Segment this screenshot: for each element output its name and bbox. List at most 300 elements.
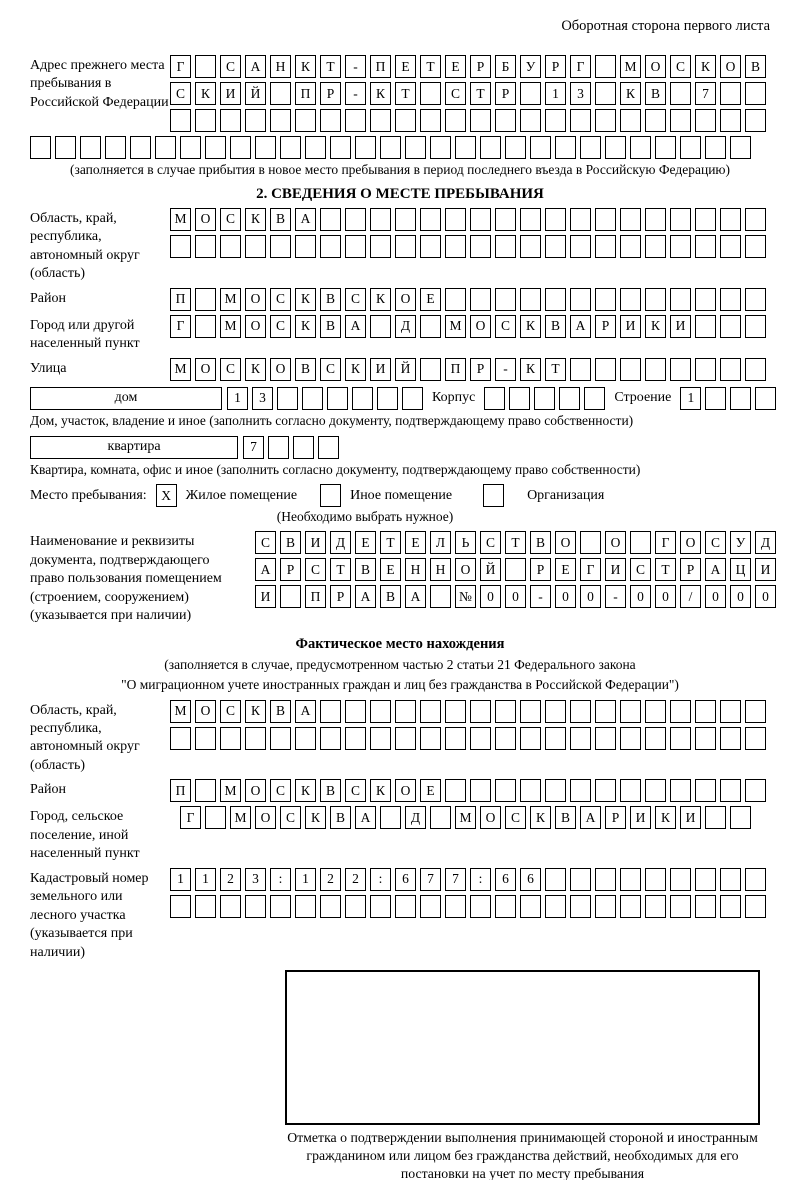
char-box	[430, 806, 451, 829]
char-box: А	[570, 315, 591, 338]
char-box: К	[370, 82, 391, 105]
char-box	[280, 136, 301, 159]
prev-address-rows	[170, 55, 766, 132]
char-box	[695, 208, 716, 231]
char-box: Б	[495, 55, 516, 78]
char-box-row	[170, 358, 766, 381]
char-box: О	[395, 288, 416, 311]
actual-region-label: Область, край, республика, автономный округ (область)	[30, 702, 140, 773]
char-box	[355, 136, 376, 159]
char-box	[745, 288, 766, 311]
actual-settlement-block	[30, 806, 770, 863]
char-box	[730, 136, 751, 159]
char-box-row	[255, 558, 776, 581]
char-box	[559, 387, 580, 410]
char-box	[645, 208, 666, 231]
char-box	[270, 235, 291, 258]
char-box	[370, 315, 391, 338]
stay-type-caption: (Необходимо выбрать нужное)	[276, 509, 454, 525]
char-box	[470, 700, 491, 723]
char-box: В	[530, 531, 551, 554]
char-box	[520, 700, 541, 723]
char-box: С	[445, 82, 466, 105]
char-box	[695, 727, 716, 750]
char-box	[570, 208, 591, 231]
char-box: У	[730, 531, 751, 554]
char-box	[670, 895, 691, 918]
char-box	[595, 700, 616, 723]
char-box	[484, 387, 505, 410]
char-box	[495, 208, 516, 231]
char-box	[280, 585, 301, 608]
char-box: 0	[580, 585, 601, 608]
char-box	[580, 136, 601, 159]
char-box: :	[270, 868, 291, 891]
char-box	[380, 806, 401, 829]
stay-type-label: Место пребывания:	[30, 487, 147, 503]
char-box: У	[520, 55, 541, 78]
actual-location-caption-2: "О миграционном учете иностранных граждан и лиц без гражданства в Российской Федерации")	[121, 676, 679, 692]
char-box: 0	[480, 585, 501, 608]
char-box	[705, 806, 726, 829]
char-box	[295, 235, 316, 258]
char-box	[670, 109, 691, 132]
char-box: Е	[555, 558, 576, 581]
char-box: С	[220, 208, 241, 231]
char-box	[545, 700, 566, 723]
char-box	[720, 235, 741, 258]
char-box: М	[220, 315, 241, 338]
char-box: Р	[470, 358, 491, 381]
char-box	[670, 700, 691, 723]
char-box	[670, 208, 691, 231]
char-box: А	[295, 208, 316, 231]
char-box: К	[195, 82, 216, 105]
char-box	[320, 235, 341, 258]
char-box	[302, 387, 323, 410]
char-box: Д	[395, 315, 416, 338]
char-box: 6	[495, 868, 516, 891]
char-box	[670, 779, 691, 802]
char-box	[195, 895, 216, 918]
char-box	[645, 868, 666, 891]
char-box: /	[680, 585, 701, 608]
char-box	[420, 895, 441, 918]
char-box	[695, 868, 716, 891]
char-box	[645, 895, 666, 918]
char-box	[555, 136, 576, 159]
char-box	[195, 315, 216, 338]
char-box	[570, 700, 591, 723]
char-box	[720, 779, 741, 802]
char-box	[445, 727, 466, 750]
char-box: И	[755, 558, 776, 581]
char-box	[745, 235, 766, 258]
char-box	[745, 868, 766, 891]
char-box	[620, 109, 641, 132]
prev-address-label: Адрес прежнего места пребывания в Российской Федерации	[30, 58, 169, 110]
char-box: 7	[243, 436, 264, 459]
char-box: Т	[330, 558, 351, 581]
char-box: М	[220, 779, 241, 802]
char-box	[345, 895, 366, 918]
char-box	[295, 895, 316, 918]
char-box: 3	[245, 868, 266, 891]
char-box	[293, 436, 314, 459]
prev-address-block	[30, 55, 770, 132]
char-box: -	[530, 585, 551, 608]
char-box: И	[220, 82, 241, 105]
char-box: Т	[380, 531, 401, 554]
char-box	[30, 136, 51, 159]
char-box: Н	[405, 558, 426, 581]
char-box: Е	[445, 55, 466, 78]
stay-type-option-other: Иное помещение	[350, 487, 453, 503]
char-box	[395, 109, 416, 132]
char-box: А	[580, 806, 601, 829]
char-box: Р	[470, 55, 491, 78]
char-box: С	[220, 55, 241, 78]
char-box	[130, 136, 151, 159]
char-box-row	[170, 868, 766, 891]
char-box	[245, 109, 266, 132]
char-box	[330, 136, 351, 159]
char-box: В	[270, 700, 291, 723]
char-box: О	[470, 315, 491, 338]
char-box-row	[170, 895, 766, 918]
char-box	[745, 315, 766, 338]
char-box	[620, 208, 641, 231]
char-box: Р	[680, 558, 701, 581]
region-block	[30, 208, 770, 284]
char-box: И	[255, 585, 276, 608]
char-box	[480, 136, 501, 159]
char-box	[570, 288, 591, 311]
char-box	[345, 109, 366, 132]
char-box	[595, 727, 616, 750]
char-box: С	[305, 558, 326, 581]
char-box	[245, 895, 266, 918]
char-box	[295, 109, 316, 132]
char-box	[695, 358, 716, 381]
char-box	[270, 109, 291, 132]
char-box	[220, 235, 241, 258]
char-box: 3	[570, 82, 591, 105]
char-box	[205, 136, 226, 159]
char-box	[520, 82, 541, 105]
char-box	[595, 55, 616, 78]
char-box	[520, 208, 541, 231]
char-box	[470, 235, 491, 258]
district-block	[30, 288, 770, 311]
char-box: С	[345, 288, 366, 311]
char-box	[570, 358, 591, 381]
char-box: П	[445, 358, 466, 381]
char-box	[605, 136, 626, 159]
char-box	[545, 109, 566, 132]
char-box: С	[495, 315, 516, 338]
char-box	[420, 700, 441, 723]
char-box-row	[255, 585, 776, 608]
char-box: 1	[195, 868, 216, 891]
char-box: С	[670, 55, 691, 78]
char-box	[395, 208, 416, 231]
char-box: К	[295, 55, 316, 78]
char-box: Т	[655, 558, 676, 581]
char-box	[645, 700, 666, 723]
char-box	[345, 700, 366, 723]
section-2-title: 2. СВЕДЕНИЯ О МЕСТЕ ПРЕБЫВАНИЯ	[256, 185, 544, 202]
char-box: :	[370, 868, 391, 891]
char-box: О	[195, 700, 216, 723]
char-box: К	[295, 779, 316, 802]
stay-type-option-organization: Организация	[527, 487, 605, 503]
char-box	[595, 82, 616, 105]
char-box: В	[555, 806, 576, 829]
char-box	[377, 387, 398, 410]
house-row	[30, 387, 770, 410]
char-box: О	[270, 358, 291, 381]
char-box	[645, 109, 666, 132]
char-box	[520, 727, 541, 750]
char-box	[495, 779, 516, 802]
char-box	[420, 208, 441, 231]
char-box	[230, 136, 251, 159]
char-box	[445, 700, 466, 723]
char-box: К	[520, 358, 541, 381]
char-box	[720, 358, 741, 381]
char-box	[595, 779, 616, 802]
char-box: М	[220, 288, 241, 311]
char-box	[370, 727, 391, 750]
stay-type-row	[30, 484, 770, 507]
char-box: С	[480, 531, 501, 554]
char-box	[220, 727, 241, 750]
char-box: М	[230, 806, 251, 829]
char-box: Т	[420, 55, 441, 78]
stroenie-boxes	[680, 387, 776, 410]
char-box	[470, 208, 491, 231]
char-box: Т	[395, 82, 416, 105]
char-box	[570, 109, 591, 132]
cadastre-label: Кадастровый номер земельного или лесного участка (указывается при наличии)	[30, 870, 149, 960]
char-box	[705, 136, 726, 159]
char-box: А	[355, 806, 376, 829]
char-box	[495, 288, 516, 311]
prev-address-overflow-row	[30, 136, 770, 159]
actual-district-label: Район	[30, 782, 66, 798]
char-box	[705, 387, 726, 410]
char-box	[80, 136, 101, 159]
char-box	[455, 136, 476, 159]
char-box	[170, 109, 191, 132]
char-box-row	[170, 235, 766, 258]
char-box: В	[355, 558, 376, 581]
char-box-row	[255, 531, 776, 554]
char-box	[245, 727, 266, 750]
house-field-label-box: дом	[30, 387, 222, 410]
char-box: Г	[570, 55, 591, 78]
char-box: Г	[170, 315, 191, 338]
char-box	[720, 700, 741, 723]
cadastre-block	[30, 868, 770, 962]
char-box: А	[705, 558, 726, 581]
char-box: В	[380, 585, 401, 608]
char-box: Р	[495, 82, 516, 105]
char-box: Е	[420, 288, 441, 311]
char-box	[420, 727, 441, 750]
char-box	[620, 358, 641, 381]
char-box: Т	[320, 55, 341, 78]
char-box	[420, 315, 441, 338]
char-box: Н	[430, 558, 451, 581]
char-box-row	[170, 779, 766, 802]
char-box	[445, 235, 466, 258]
char-box: О	[455, 558, 476, 581]
char-box: Р	[530, 558, 551, 581]
char-box	[720, 82, 741, 105]
char-box	[645, 235, 666, 258]
char-box	[470, 288, 491, 311]
char-box	[295, 727, 316, 750]
char-box	[645, 727, 666, 750]
stay-type-checkbox-other	[320, 484, 341, 507]
char-box	[155, 136, 176, 159]
char-box: И	[605, 558, 626, 581]
char-box	[370, 235, 391, 258]
char-box: В	[645, 82, 666, 105]
char-box	[595, 235, 616, 258]
char-box	[620, 235, 641, 258]
char-box	[745, 895, 766, 918]
char-box	[570, 868, 591, 891]
char-box: С	[270, 779, 291, 802]
char-box	[670, 727, 691, 750]
char-box	[670, 288, 691, 311]
char-box: 0	[630, 585, 651, 608]
char-box: Т	[545, 358, 566, 381]
char-box	[720, 208, 741, 231]
char-box	[695, 109, 716, 132]
char-box	[430, 136, 451, 159]
char-box: А	[345, 315, 366, 338]
char-box: Й	[395, 358, 416, 381]
char-box	[534, 387, 555, 410]
char-box	[545, 895, 566, 918]
char-box: К	[345, 358, 366, 381]
actual-settlement-label: Город, сельское поселение, иной населенный пункт	[30, 809, 140, 862]
char-box	[570, 779, 591, 802]
char-box: Г	[180, 806, 201, 829]
apartment-caption: Квартира, комната, офис и иное (заполнить согласно документу, подтверждающему право собственности)	[30, 461, 641, 477]
char-box	[255, 136, 276, 159]
char-box	[745, 700, 766, 723]
char-box: П	[170, 779, 191, 802]
apartment-row	[30, 436, 770, 459]
char-box: 6	[395, 868, 416, 891]
char-box	[755, 387, 776, 410]
char-box	[720, 727, 741, 750]
char-box	[520, 895, 541, 918]
char-box	[730, 387, 751, 410]
char-box	[645, 779, 666, 802]
char-box	[545, 208, 566, 231]
char-box	[370, 208, 391, 231]
char-box: Ц	[730, 558, 751, 581]
char-box: Д	[405, 806, 426, 829]
char-box: М	[170, 358, 191, 381]
char-box: -	[605, 585, 626, 608]
char-box	[170, 895, 191, 918]
char-box: 2	[345, 868, 366, 891]
char-box	[620, 868, 641, 891]
char-box	[509, 387, 530, 410]
char-box: И	[370, 358, 391, 381]
char-box	[495, 895, 516, 918]
street-label: Улица	[30, 360, 67, 376]
char-box	[695, 895, 716, 918]
char-box-row	[170, 727, 766, 750]
char-box	[327, 387, 348, 410]
char-box	[445, 779, 466, 802]
char-box	[620, 288, 641, 311]
char-box	[695, 288, 716, 311]
char-box	[320, 895, 341, 918]
char-box: 1	[295, 868, 316, 891]
char-box	[270, 727, 291, 750]
char-box	[505, 558, 526, 581]
char-box: 0	[755, 585, 776, 608]
char-box: 1	[227, 387, 248, 410]
char-box	[195, 288, 216, 311]
char-box	[670, 358, 691, 381]
char-box	[195, 779, 216, 802]
char-box: 3	[252, 387, 273, 410]
char-box: М	[445, 315, 466, 338]
char-box	[195, 235, 216, 258]
house-caption: Дом, участок, владение и иное (заполнить согласно документу, подтверждающему право собственности)	[30, 412, 634, 428]
char-box	[745, 779, 766, 802]
char-box	[420, 235, 441, 258]
stay-type-checkbox-organization	[483, 484, 504, 507]
char-box	[370, 109, 391, 132]
char-box	[320, 208, 341, 231]
char-box: В	[280, 531, 301, 554]
char-box	[520, 109, 541, 132]
char-box	[720, 868, 741, 891]
region-label: Область, край, республика, автономный округ (область)	[30, 210, 140, 282]
document-block	[30, 531, 770, 625]
char-box	[220, 109, 241, 132]
stay-type-option-residential: Жилое помещение	[185, 487, 298, 503]
char-box	[595, 358, 616, 381]
char-box: С	[220, 700, 241, 723]
char-box: Р	[605, 806, 626, 829]
char-box	[395, 700, 416, 723]
char-box	[205, 806, 226, 829]
char-box	[595, 109, 616, 132]
actual-location-title: Фактическое место нахождения	[295, 635, 505, 652]
char-box	[420, 82, 441, 105]
char-box	[445, 109, 466, 132]
char-box	[395, 895, 416, 918]
char-box: Т	[505, 531, 526, 554]
char-box: Ь	[455, 531, 476, 554]
char-box: Е	[395, 55, 416, 78]
char-box	[655, 136, 676, 159]
char-box: М	[170, 208, 191, 231]
char-box	[620, 700, 641, 723]
